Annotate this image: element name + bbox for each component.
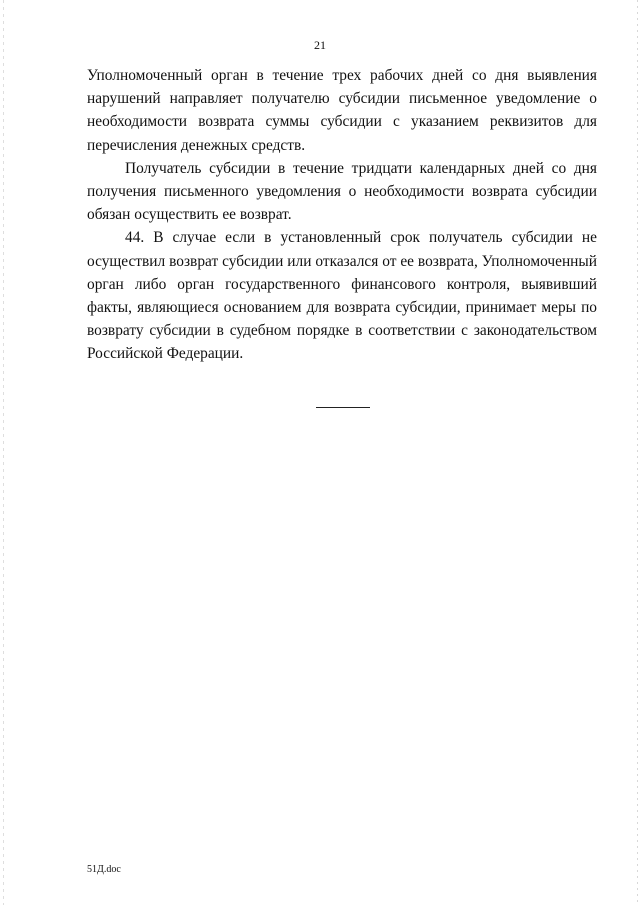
paragraph-return-deadline: Получатель субсидии в течение тридцати календарных дней со дня получения письменного уведомления о необходимости возврата субсидии обязан осуществить ее возврат. bbox=[87, 159, 597, 224]
scan-edge-left bbox=[3, 0, 4, 905]
document-body bbox=[87, 64, 597, 366]
paragraph-44-judicial-recovery: 44. В случае если в установленный срок получатель субсидии не осуществил возврат субсидии или отказался от ее возврата, Уполномоченный орган либо орган государственного финансового контроля, выявивший факты, являющиеся основанием для возврата субсидии, принимает меры по возврату субсидии в судебном порядке в соответствии с законодательством Российской Федерации. bbox=[87, 229, 597, 363]
page-number: 21 bbox=[314, 38, 326, 52]
end-separator-line bbox=[316, 407, 370, 408]
scan-edge-right bbox=[637, 0, 638, 905]
footer-filename: 51Д.doc bbox=[87, 864, 121, 875]
paragraph-notification: Уполномоченный орган в течение трех рабочих дней со дня выявления нарушений направляет получателю субсидии письменное уведомление о необходимости возврата суммы субсидии с указанием реквизитов для перечисления денежных средств. bbox=[87, 67, 597, 154]
